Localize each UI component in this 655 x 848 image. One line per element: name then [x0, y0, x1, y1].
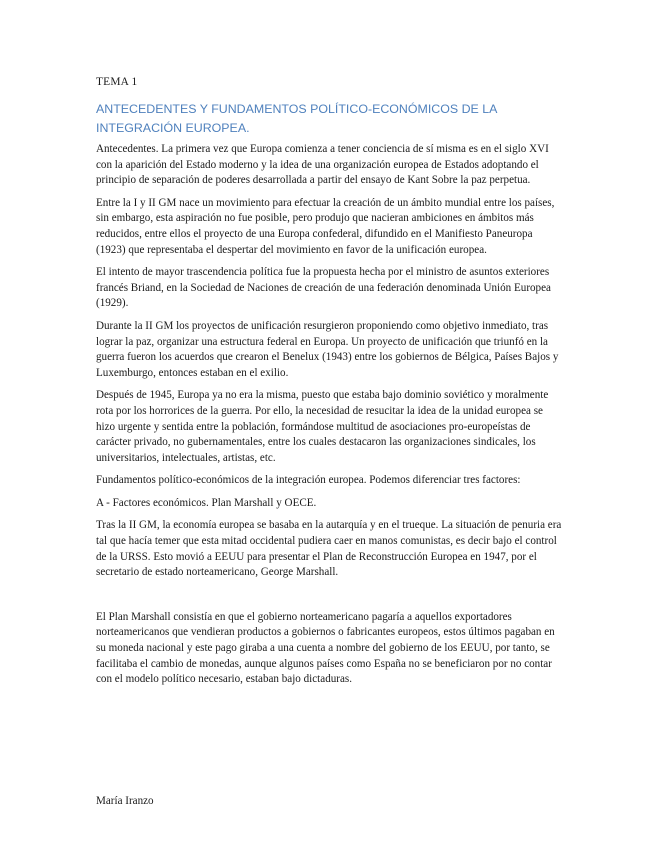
- paragraph-posguerra: Después de 1945, Europa ya no era la misma, puesto que estaba bajo dominio soviético y moralmente rota por los horrorices de la guerra. Por ello, la necesidad de resucitar la idea de la unidad europea se hizo urgente y sentida entre la población, formándose multitud de asociaciones pro-europeístas de carácter privado, no gubernamentales, entre los cuales destacaron las organizaciones sindicales, los universitarios, intelectuales, artistas, etc.: [96, 389, 549, 464]
- paragraph-fundamentos: Fundamentos político-económicos de la integración europea. Podemos diferenciar tres factores:: [96, 474, 521, 487]
- subheading-factores-economicos: A - Factores económicos. Plan Marshall y OECE.: [96, 496, 317, 509]
- paragraph-antecedentes: Antecedentes. La primera vez que Europa comienza a tener conciencia de sí misma es en el siglo XVI con la aparición del Estado moderno y la idea de una organización europea de Estados adoptando el principio de separación de poderes desarrollada a partir del ensayo de Kant Sobre la paz perpetua.: [96, 143, 549, 187]
- author-name: María Iranzo: [96, 795, 154, 807]
- paragraph-briand: El intento de mayor trascendencia política fue la propuesta hecha por el ministro de asuntos exteriores francés Briand, en la Sociedad de Naciones de creación de una federación denominada Unión Europea (1929).: [96, 266, 551, 310]
- section-heading: ANTECEDENTES Y FUNDAMENTOS POLÍTICO-ECONÓMICOS DE LA INTEGRACIÓN EUROPEA.: [96, 102, 497, 135]
- document-page: [96, 76, 562, 695]
- paragraph-plan-marshall: El Plan Marshall consistía en que el gobierno norteamericano pagaría a aquellos exportadores norteamericanos que vendieran productos a gobiernos o fabricantes europeos, estos últimos pagaban en su moneda nacional y este pago giraba a una cuenta a nombre del gobierno de los EEUU, por tanto, se facilitaba el cambio de monedas, aunque algunos países como España no se beneficiaron por no contar con el modelo político necesario, estaban bajo dictaduras.: [96, 610, 555, 686]
- paragraph-segunda-guerra: Durante la II GM los proyectos de unificación resurgieron proponiendo como objetivo inmediato, tras lograr la paz, organizar una estructura federal en Europa. Un proyecto de unificación que triunfó en la guerra fueron los acuerdos que crearon el Benelux (1943) entre los gobiernos de Bélgica, Países Bajos y Luxemburgo, entonces estaban en el exilio.: [96, 319, 559, 379]
- paragraph-entreguerras: Entre la I y II GM nace un movimiento para efectuar la creación de un ámbito mundial entre los países, sin embargo, esta aspiración no fue posible, pero produjo que nacieran ambiciones en ámbitos más reducidos, entre ellos el proyecto de una Europa confederal, difundido en el Manifiesto Paneuropa (1923) que representaba el despertar del movimiento en favor de la unificación europea.: [96, 196, 555, 256]
- spacer: [96, 588, 562, 610]
- paragraph-plan-reconstruccion: Tras la II GM, la economía europea se basaba en la autarquía y en el trueque. La situación de penuria era tal que hacía temer que esta mitad occidental pudiera caer en manos comunistas, es decir bajo el control de la URSS. Esto movió a EEUU para presentar el Plan de Reconstrucción Europea en 1947, por el secretario de estado norteamericano, George Marshall.: [96, 519, 562, 579]
- topic-number: TEMA 1: [96, 76, 138, 88]
